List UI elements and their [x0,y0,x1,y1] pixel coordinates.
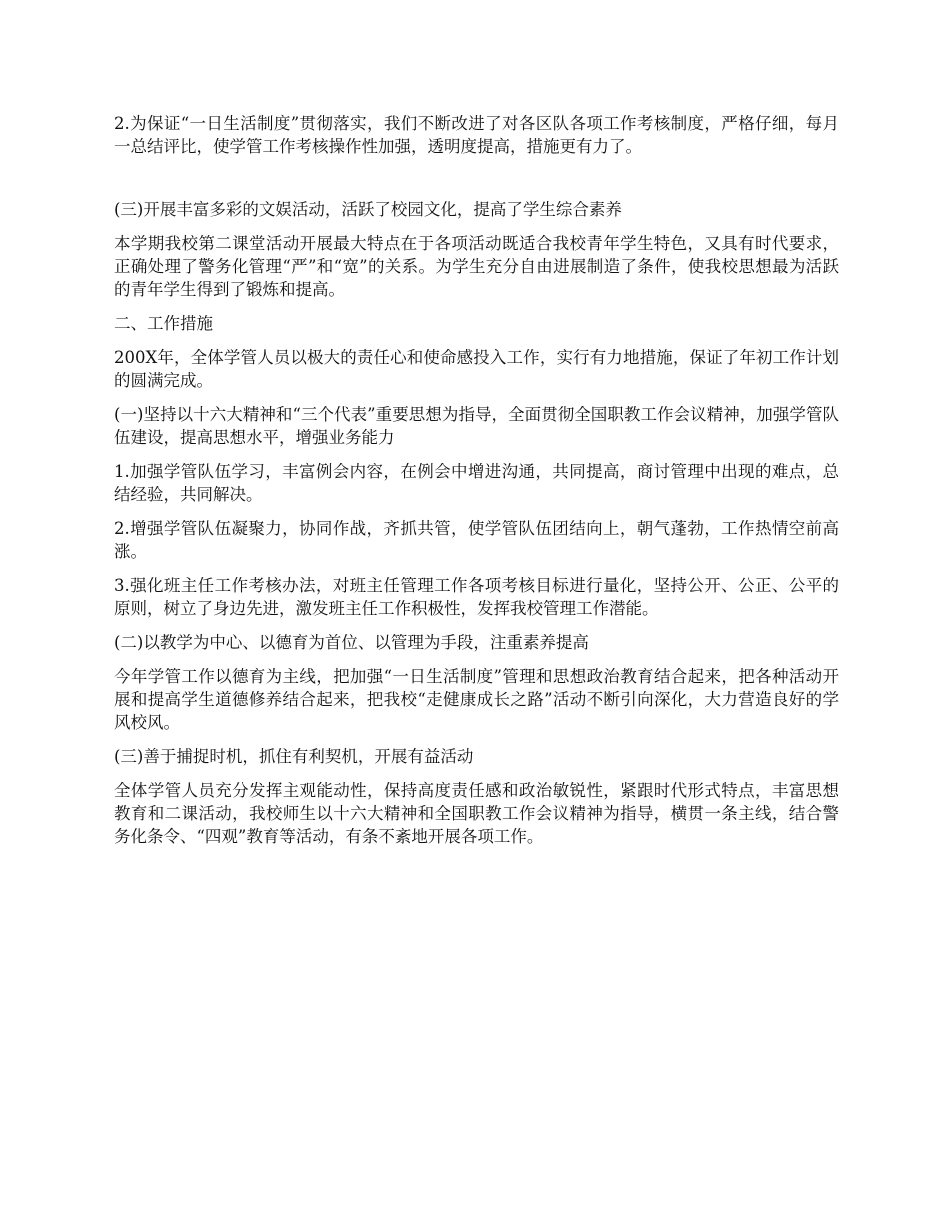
document-body [114,112,839,859]
paragraph-assessment-system: 2.为保证“一日生活制度”贯彻落实，我们不断改进了对各区队各项工作考核制度，严格仔细，每月一总结评比，使学管工作考核操作性加强，透明度提高，措施更有力了。 [114,114,839,156]
heading-work-measures: 二、工作措施 [114,314,213,333]
paragraph-team-study: 1.加强学管队伍学习，丰富例会内容，在例会中增进沟通，共同提高，商讨管理中出现的难点，总结经验，共同解决。 [114,462,839,504]
paragraph-second-classroom: 本学期我校第二课堂活动开展最大特点在于各项活动既适合我校青年学生特色，又具有时代要求，正确处理了警务化管理“严”和“宽”的关系。为学生充分自由进展制造了条件，使我校思想最为活跃的青年学生得到了锻炼和提高。 [114,234,839,299]
heading-teaching-center: (二)以教学为中心、以德育为首位、以管理为手段，注重素养提高 [114,633,589,652]
heading-team-building: (一)坚持以十六大精神和“三个代表”重要思想为指导，全面贯彻全国职教工作会议精神，加强学管队伍建设，提高思想水平，增强业务能力 [114,405,839,447]
paragraph-gap [114,169,839,198]
paragraph-moral-education: 今年学管工作以德育为主线，把加强“一日生活制度”管理和思想政治教育结合起来，把各种活动开展和提高学生道德修养结合起来，把我校“走健康成长之路”活动不断引向深化，大力营造良好的学风校风。 [114,667,839,732]
paragraph-head-teacher-assessment: 3.强化班主任工作考核办法，对班主任管理工作各项考核目标进行量化，坚持公开、公正、公平的原则，树立了身边先进，激发班主任工作积极性，发挥我校管理工作潜能。 [114,576,839,618]
paragraph-year-summary: 200X年，全体学管人员以极大的责任心和使命感投入工作，实行有力地措施，保证了年初工作计划的圆满完成。 [114,348,839,390]
heading-cultural-activities: (三)开展丰富多彩的文娱活动，活跃了校园文化，提高了学生综合素养 [114,200,622,219]
heading-seize-opportunities: (三)善于捕捉时机，抓住有利契机，开展有益活动 [114,747,474,766]
paragraph-team-cohesion: 2.增强学管队伍凝聚力，协同作战，齐抓共管，使学管队伍团结向上，朝气蓬勃，工作热情空前高涨。 [114,519,839,561]
paragraph-staff-initiative: 全体学管人员充分发挥主观能动性，保持高度责任感和政治敏锐性，紧跟时代形式特点，丰富思想教育和二课活动，我校师生以十六大精神和全国职教工作会议精神为指导，横贯一条主线，结合警务化条令、“四观”教育等活动，有条不紊地开展各项工作。 [114,781,839,846]
